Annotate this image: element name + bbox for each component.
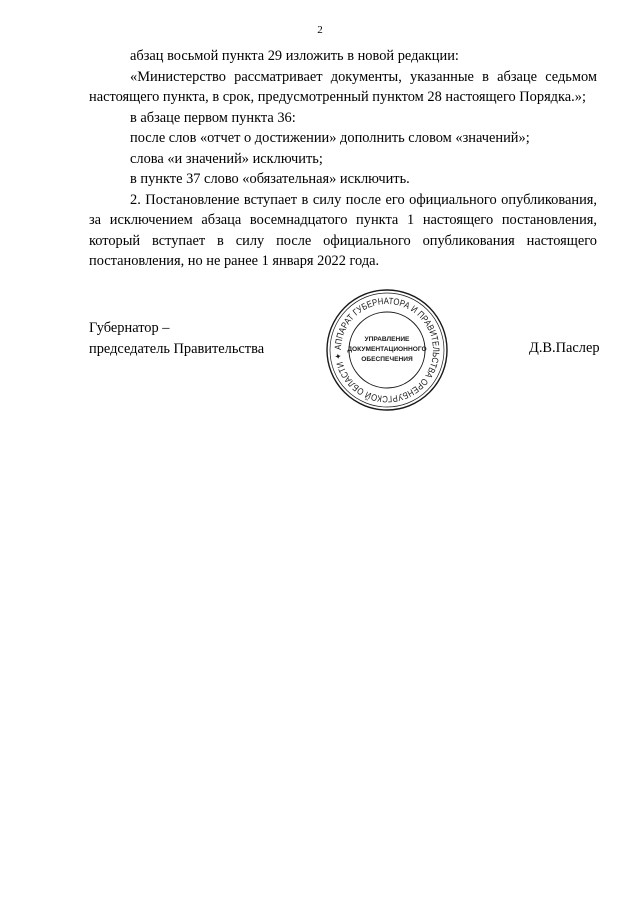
paragraph-6: в пункте 37 слово «обязательная» исключить. bbox=[130, 171, 410, 187]
paragraph-5: слова «и значений» исключить; bbox=[130, 150, 323, 167]
paragraph-3: в абзаце первом пункта 36: bbox=[130, 109, 296, 126]
paragraph-7: 2. Постановление вступает в силу после его официального опубликования, за исключением абзаца восемнадцатого пункта 1 настоящего постановления, который вступает в силу после официального опубликования настоящего постановления, но не ранее 1 января 2022 года. bbox=[89, 191, 597, 269]
official-seal-stamp bbox=[324, 287, 450, 413]
paragraph-1: абзац восьмой пункта 29 изложить в новой редакции: bbox=[130, 48, 459, 64]
seal-center-line3: ОБЕСПЕЧЕНИЯ bbox=[361, 356, 413, 363]
signatory-title-line1: Губернатор – bbox=[89, 320, 170, 336]
signatory-name: Д.В.Паслер bbox=[529, 340, 600, 356]
paragraph-2: «Министерство рассматривает документы, указанные в абзаце седьмом настоящего пункта, в срок, предусмотренный пунктом 28 настоящего Порядка.»; bbox=[89, 68, 597, 105]
page-number: 2 bbox=[317, 24, 323, 36]
signatory-title bbox=[89, 318, 264, 359]
seal-graphic bbox=[324, 287, 450, 413]
document-body bbox=[89, 46, 597, 272]
seal-center-line1: УПРАВЛЕНИЕ bbox=[364, 336, 410, 343]
seal-ring-textpath: АППАРАТ ГУБЕРНАТОРА И ПРАВИТЕЛЬСТВА ОРЕНБУРГСКОЙ ОБЛАСТИ ✦ bbox=[332, 295, 442, 405]
paragraph-4: после слов «отчет о достижении» дополнить словом «значений»; bbox=[130, 130, 530, 146]
signatory-title-line2: председатель Правительства bbox=[89, 340, 265, 357]
seal-center-line2: ДОКУМЕНТАЦИОННОГО bbox=[347, 346, 427, 353]
